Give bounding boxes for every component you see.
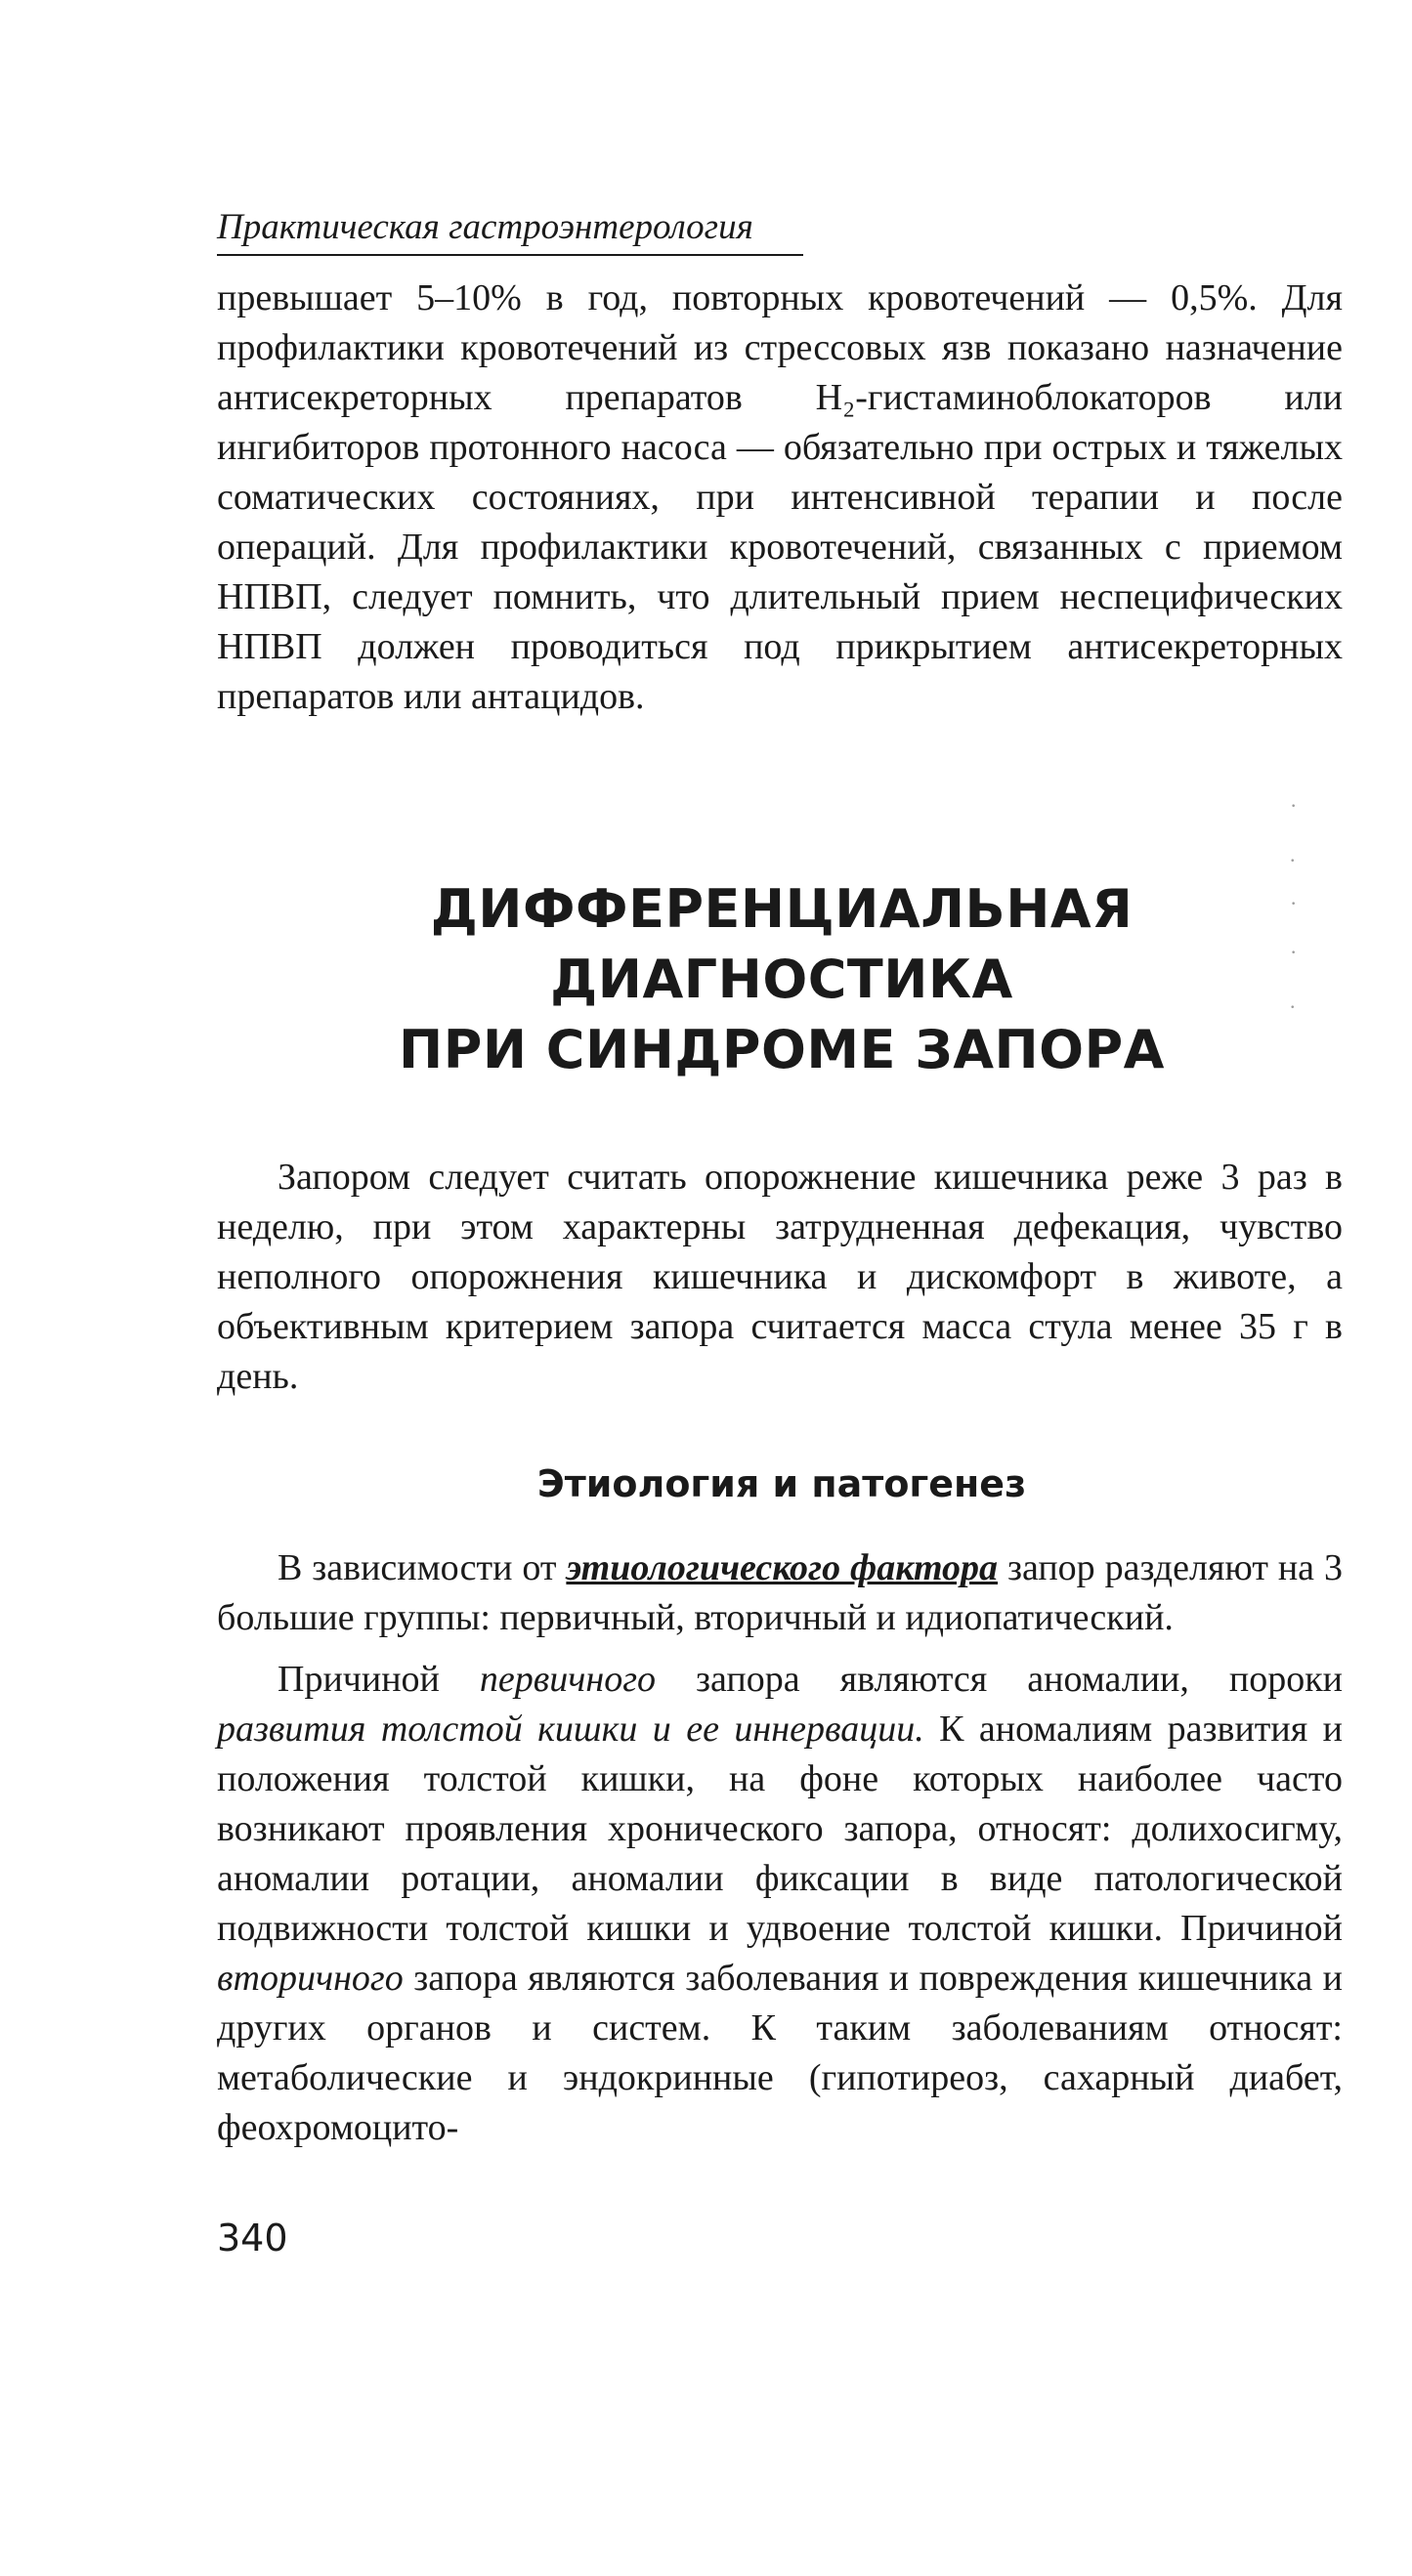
margin-scan-marks: · . · · . xyxy=(1290,793,1298,1013)
intro-paragraph: превышает 5–10% в год, повторных кровотечений — 0,5%. Для профилактики кровотечений из стрессовых язв показано назначение антисекреторных препаратов H₂-гистаминоблокаторов или ингибиторов протонного насоса — обязательно при острых и тяжелых соматических состояниях, при интенсивной терапии и после операций. Для профилактики кровотечений, связанных с приемом НПВП, следует помнить, что длительный прием неспецифических НПВП должен проводиться под прикрытием антисекреторных препаратов или антацидов. xyxy=(217,277,1343,717)
section-title-line-3: ПРИ СИНДРОМЕ ЗАПОРА xyxy=(399,1019,1165,1080)
page-number: 340 xyxy=(217,2217,288,2259)
subsection-title: Этиология и патогенез xyxy=(536,1462,1027,1505)
etiology-p2-part2: запора являются аномалии, пороки xyxy=(656,1659,1343,1700)
definition-block xyxy=(217,1153,1343,1402)
etiology-p2-em1: первичного xyxy=(479,1659,657,1700)
etiology-p1-emphasis: этиологического фактора xyxy=(566,1547,999,1588)
etiology-p2-part3: К аномалиям развития и положения толстой кишки, на фоне которых наиболее часто возникают проявления хронического запора, относят: долихосигму, аномалии ротации, аномалии фиксации в виде патологической подвижности толстой кишки и удвоение толстой кишки. Причиной xyxy=(217,1709,1343,1949)
etiology-p1-after: запор разделяют на 3 большие группы: первичный, вторичный и идиопатический. xyxy=(217,1547,1343,1638)
etiology-paragraph-1 xyxy=(217,1543,1343,1643)
section-title-line-2: ДИАГНОСТИКА xyxy=(550,949,1013,1010)
etiology-p2-part4: запора являются заболевания и повреждения кишечника и других органов и систем. К таким заболеваниям относят: метаболические и эндокринные (гипотиреоз, сахарный диабет, феохромоцито- xyxy=(217,1958,1343,2148)
intro-paragraph-block xyxy=(217,274,1343,722)
etiology-p2-part1: Причиной xyxy=(278,1659,480,1700)
etiology-p1-before: В зависимости от xyxy=(278,1547,567,1588)
etiology-p2-em3: вторичного xyxy=(217,1958,404,1999)
running-head: Практическая гастроэнтерология xyxy=(217,205,803,256)
etiology-p2-em2: развития толстой кишки и ее иннервации. xyxy=(217,1709,924,1750)
definition-paragraph: Запором следует считать опорожнение кишечника реже 3 раз в неделю, при этом характерны затрудненная дефекация, чувство неполного опорожнения кишечника и дискомфорт в животе, а объективным критерием запора считается масса стула менее 35 г в день. xyxy=(217,1157,1343,1397)
section-title xyxy=(293,874,1270,1085)
etiology-paragraph-2 xyxy=(217,1655,1343,2153)
etiology-block xyxy=(217,1543,1343,2153)
section-title-line-1: ДИФФЕРЕНЦИАЛЬНАЯ xyxy=(430,878,1134,940)
